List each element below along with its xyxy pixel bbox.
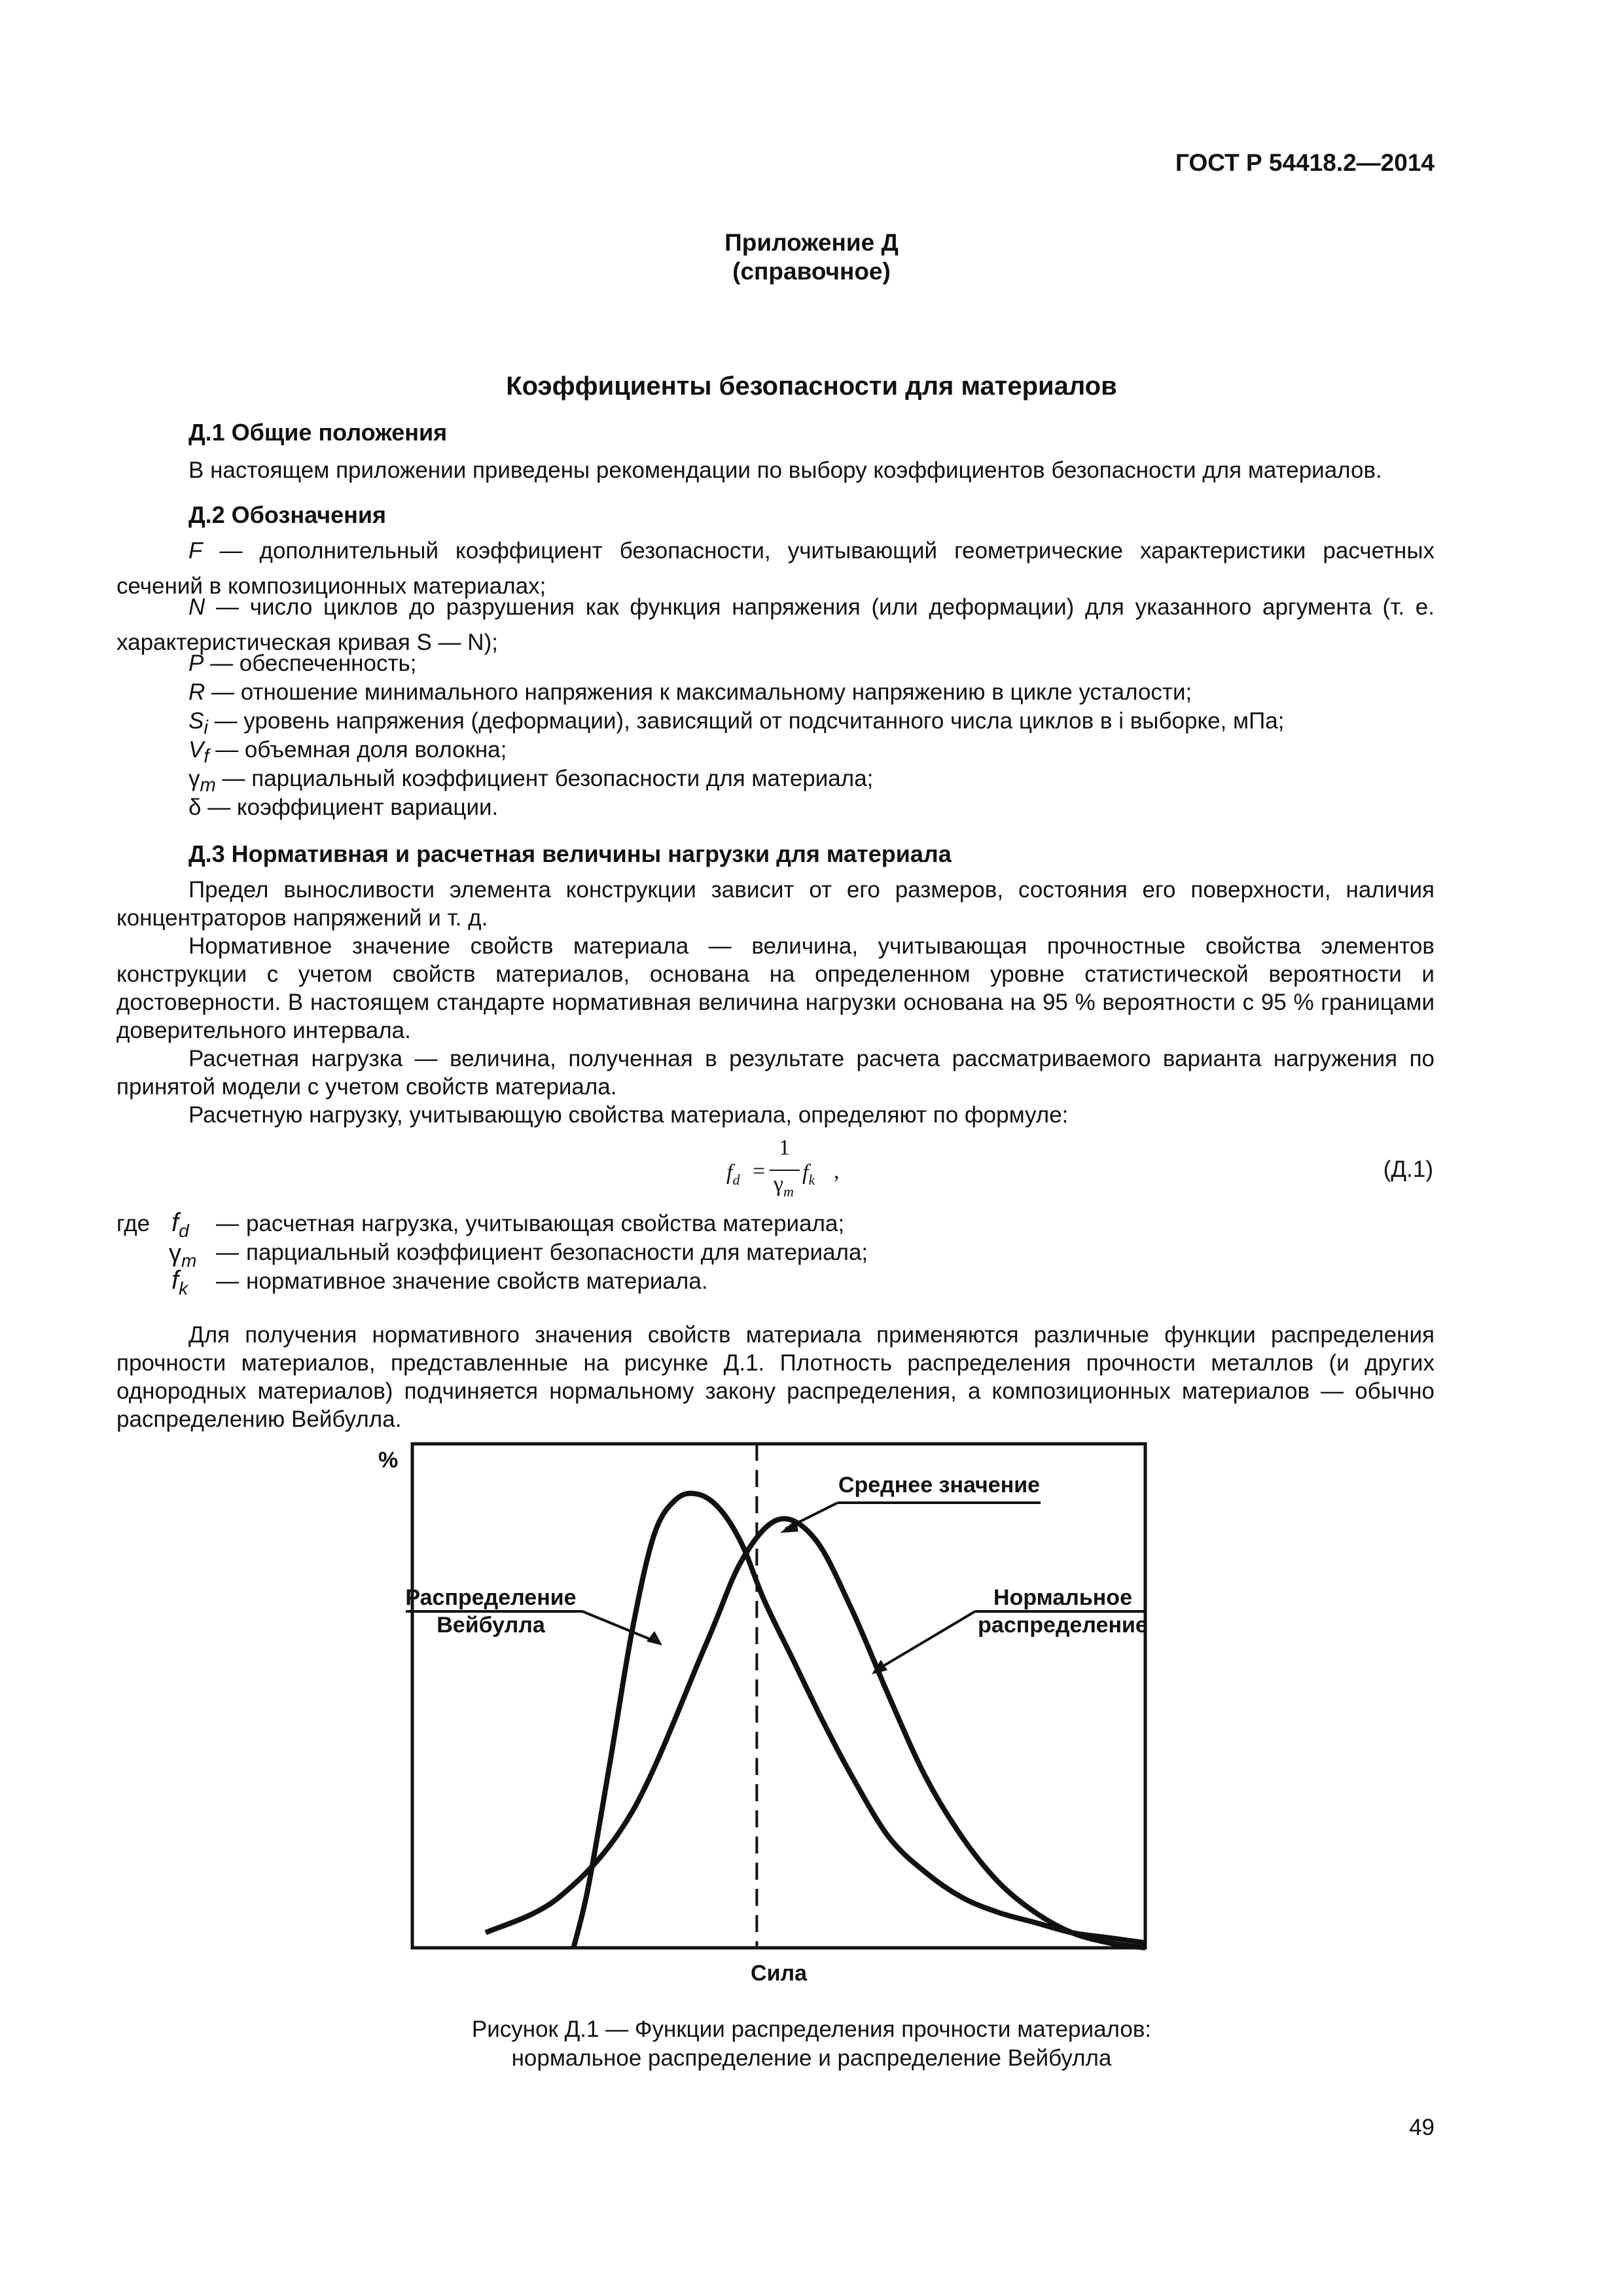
section-3-paragraph: Предел выносливости элемента конструкции зависит от его размеров, состояния его поверхности, наличия концентраторов напряжений и т. д.	[116, 877, 1435, 931]
symbol-item	[116, 537, 1435, 600]
section-3-paragraph: Расчетная нагрузка — величина, полученная в результате расчета рассматриваемого варианта нагружения по принятой модели с учетом свойств материала.	[116, 1046, 1435, 1100]
distribution-chart	[366, 1433, 1191, 2003]
symbol: F	[188, 538, 203, 564]
symbol-text: — коэффициент вариации.	[201, 795, 499, 820]
normal-label-line1: Нормальное	[993, 1585, 1132, 1610]
symbol-item	[116, 593, 1435, 656]
symbol-item	[116, 793, 1435, 829]
symbol-sub: i	[204, 717, 208, 738]
formula	[726, 1136, 923, 1208]
section-2-heading: Д.2 Обозначения	[188, 501, 386, 528]
symbol-text: — объемная доля волокна;	[209, 737, 507, 762]
symbol-sub: m	[200, 775, 216, 796]
section-1-text: В настоящем приложении приведены рекомендации по выбору коэффициентов безопасности для материалов.	[188, 457, 1382, 483]
where-symbol: $\gamma_m$	[169, 1240, 197, 1271]
section-3-paragraph: Расчетную нагрузку, учитывающую свойства материала, определяют по формуле:	[188, 1102, 1069, 1128]
x-axis-label: Сила	[751, 1961, 807, 1986]
where-dash: —	[216, 1268, 239, 1294]
formula-rhs-sub: k	[808, 1171, 815, 1188]
symbol-text: — обеспеченность;	[204, 651, 417, 676]
symbol-sub: f	[204, 746, 209, 767]
normal-leader-line	[878, 1611, 975, 1669]
formula-number: (Д.1)	[1383, 1157, 1433, 1182]
formula-lhs: f	[726, 1160, 733, 1185]
section-1-heading: Д.1 Общие положения	[188, 419, 448, 446]
appendix-title: Приложение Д	[724, 229, 899, 256]
symbol: S	[188, 708, 204, 734]
where-text: нормативное значение свойств материала.	[246, 1268, 708, 1294]
where-symbol: $f_k$	[171, 1266, 188, 1299]
formula-lhs-sub: d	[732, 1171, 740, 1188]
symbol-text: — отношение минимального напряжения к максимальному напряжению в цикле усталости;	[205, 679, 1192, 705]
where-dash: —	[216, 1240, 239, 1265]
section-3-paragraph: Нормативное значение свойств материала — величина, учитывающая прочностные свойства элементов конструкции с учетом свойств материалов, основана на определенном уровне статистической вероятности и достоверности. В настоящем стандарте нормативная величина нагрузки основана на 95 % вероятности с 95 % границами доверительного интервала.	[116, 933, 1435, 1043]
where-symbol: $f_d$	[171, 1208, 189, 1241]
figure-caption-line2: нормальное распределение и распределение Вейбулла	[511, 2045, 1112, 2071]
symbol: P	[188, 651, 204, 676]
normal-distribution-curve	[486, 1518, 1145, 1948]
where-dash: —	[216, 1211, 239, 1236]
formula-rhs: f	[802, 1160, 809, 1185]
y-axis-label: %	[378, 1448, 399, 1473]
symbol: γ	[188, 766, 200, 791]
normal-label-line2: распределение	[978, 1613, 1148, 1638]
paragraph-distribution: Для получения нормативного значения свойств материала применяются различные функции распределения прочности материалов, представленные на рисунке Д.1. Плотность распределения прочности металлов (и других однородных материалов) подчиняется нормальному закону распределения, а композиционных материалов — обычно распределению Вейбулла.	[116, 1322, 1435, 1432]
symbol: δ	[188, 795, 202, 820]
formula-denominator: γ	[774, 1172, 784, 1196]
page-number: 49	[1409, 2115, 1435, 2140]
weibull-distribution-curve	[573, 1494, 1145, 1948]
symbol-text: — число циклов до разрушения как функция напряжения (или деформации) для указанного аргумента (т. е. характеристическая кривая S — N);	[116, 594, 1435, 655]
appendix-subtitle: (справочное)	[732, 258, 891, 285]
weibull-label-line2: Вейбулла	[437, 1613, 545, 1638]
weibull-leader-line	[582, 1611, 656, 1641]
symbol-text: — уровень напряжения (деформации), зависящий от подсчитанного числа циклов в i выборке, мПа;	[207, 708, 1285, 734]
figure-caption-line1: Рисунок Д.1 — Функции распределения прочности материалов:	[471, 2017, 1152, 2042]
main-title: Коэффициенты безопасности для материалов	[506, 372, 1117, 401]
symbol-text: — парциальный коэффициент безопасности для материала;	[215, 766, 874, 791]
symbol: V	[188, 737, 204, 762]
where-label: где	[116, 1211, 151, 1236]
where-text: парциальный коэффициент безопасности для материала;	[246, 1240, 868, 1265]
section-3-heading: Д.3 Нормативная и расчетная величины нагрузки для материала	[188, 840, 952, 867]
symbol: R	[188, 679, 205, 705]
fraction-bar	[770, 1170, 800, 1171]
formula-eq: =	[753, 1159, 766, 1183]
formula-numerator: 1	[779, 1136, 790, 1160]
document-code: ГОСТ Р 54418.2—2014	[1175, 149, 1435, 176]
where-text: расчетная нагрузка, учитывающая свойства материала;	[246, 1211, 845, 1236]
symbol-text: — дополнительный коэффициент безопасности, учитывающий геометрические характеристики расчетных сечений в композиционных материалах;	[116, 538, 1435, 599]
weibull-label-line1: Распределение	[405, 1585, 577, 1610]
symbol: N	[188, 594, 205, 620]
mean-value-label: Среднее значение	[838, 1473, 1041, 1498]
formula-denominator-sub: m	[783, 1183, 794, 1200]
formula-trail: ,	[834, 1159, 840, 1183]
